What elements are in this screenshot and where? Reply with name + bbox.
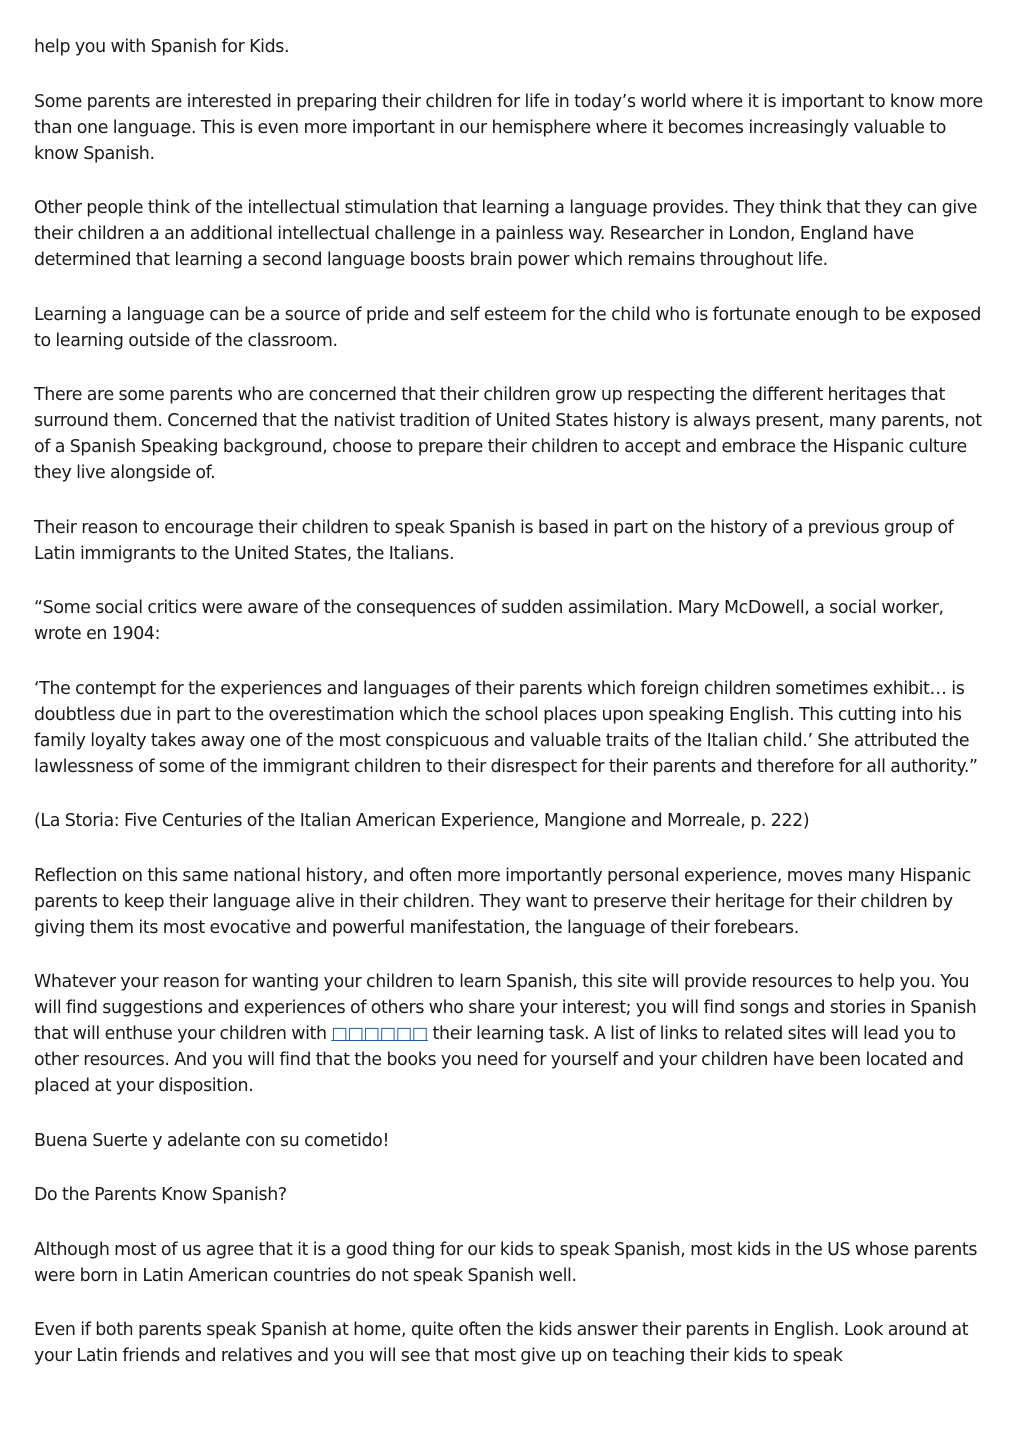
- document-page: [34, 34, 994, 1398]
- quote-paragraph: ‘The contempt for the experiences and languages of their parents which foreign children sometimes exhibit… is doubtless due in part to the overestimation which the school places upon speaking English. This cutting into his family loyalty takes away one of the most conspicuous and valuable traits of the Italian child.’ She attributed the lawlessness of some of the immigrant children to their disrespect for their parents and therefore for all authority.”: [34, 678, 978, 777]
- inline-link[interactable]: □□□□□□: [331, 1024, 428, 1044]
- paragraph: Reflection on this same national history, and often more importantly personal experience, moves many Hispanic parents to keep their language alive in their children. They want to preserve their heritage for their children by giving them its most evocative and powerful manifestation, the language of their forebears.: [34, 865, 971, 938]
- resources-paragraph: [34, 969, 994, 1099]
- citation-paragraph: (La Storia: Five Centuries of the Italian American Experience, Mangione and Morreale, p. 222): [34, 811, 810, 831]
- paragraph: Other people think of the intellectual stimulation that learning a language provides. They think that they can give their children a an additional intellectual challenge in a painless way. Researcher in London, England have determined that learning a second language boosts brain power which remains throughout life.: [34, 198, 978, 270]
- quote-intro-paragraph: “Some social critics were aware of the consequences of sudden assimilation. Mary McDowell, a social worker, wrote en 1904:: [34, 598, 944, 644]
- resources-text-after: their learning task. A list of links to related sites will lead you to other resources. And you will find that the books you need for yourself and your children have been located and placed at your disposition.: [34, 1024, 964, 1096]
- resources-text-before: Whatever your reason for wanting your children to learn Spanish, this site will provide resources to help you. You will find suggestions and experiences of others who share your interest; you will find songs and stories in Spanish that will enthuse your children with: [34, 972, 977, 1044]
- paragraph: help you with Spanish for Kids.: [34, 37, 290, 57]
- paragraph: Although most of us agree that it is a good thing for our kids to speak Spanish, most kids in the US whose parents were born in Latin American countries do not speak Spanish well.: [34, 1239, 978, 1286]
- closing-line: Buena Suerte y adelante con su cometido!: [34, 1130, 390, 1151]
- paragraph: Even if both parents speak Spanish at home, quite often the kids answer their parents in English. Look around at your Latin friends and relatives and you will see that most give up on teaching their kids to speak: [34, 1320, 969, 1366]
- paragraph: Their reason to encourage their children to speak Spanish is based in part on the history of a previous group of Latin immigrants to the United States, the Italians.: [34, 517, 954, 564]
- section-heading: Do the Parents Know Spanish?: [34, 1185, 287, 1205]
- paragraph: There are some parents who are concerned that their children grow up respecting the different heritages that surround them. Concerned that the nativist tradition of United States history is always present, many parents, not of a Spanish Speaking background, choose to prepare their children to accept and embrace the Hispanic culture they live alongside of.: [34, 385, 982, 483]
- paragraph: Some parents are interested in preparing their children for life in today’s world where it is important to know more than one language. This is even more important in our hemisphere where it becomes increasingly valuable to know Spanish.: [34, 91, 983, 164]
- paragraph: Learning a language can be a source of pride and self esteem for the child who is fortunate enough to be exposed to learning outside of the classroom.: [34, 304, 982, 351]
